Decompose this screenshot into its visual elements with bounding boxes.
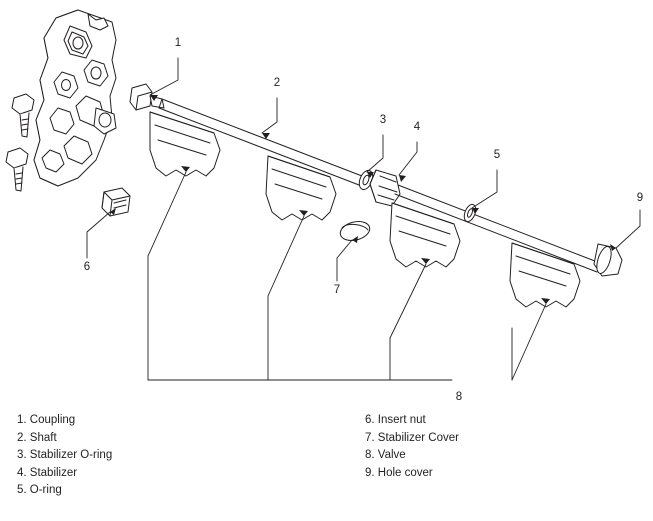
leader-lines <box>87 58 640 380</box>
bolt-lower <box>6 148 28 191</box>
valve-3 <box>390 203 460 267</box>
legend-item: 5. O-ring <box>17 484 62 496</box>
legend-column-right <box>365 412 459 482</box>
callout-numbers <box>84 37 643 403</box>
legend-item: 3. Stabilizer O-ring <box>17 449 113 461</box>
legend-item: 8. Valve <box>365 449 406 461</box>
stabilizer <box>370 170 400 206</box>
callout-4: 4 <box>413 121 421 133</box>
valve-1 <box>150 112 220 176</box>
valve-4 <box>510 243 580 307</box>
callout-7: 7 <box>333 284 341 296</box>
callout-5: 5 <box>493 149 501 161</box>
legend-item: 6. Insert nut <box>365 414 426 426</box>
callout-9: 9 <box>636 192 644 204</box>
legend-item: 9. Hole cover <box>365 466 433 479</box>
legend <box>0 412 653 507</box>
coupling <box>130 84 164 110</box>
callout-2: 2 <box>273 77 281 89</box>
callout-8: 8 <box>455 391 463 403</box>
legend-item: 7. Stabilizer Cover <box>365 431 459 444</box>
insert-nut <box>102 188 130 216</box>
legend-item: 2. Shaft <box>17 431 57 444</box>
legend-item: 1. Coupling <box>17 414 76 426</box>
callout-6: 6 <box>83 261 91 273</box>
bolt-upper <box>12 94 34 137</box>
legend-item: 4. Stabilizer <box>17 466 78 479</box>
legend-column-left <box>17 412 112 500</box>
callout-1: 1 <box>174 37 182 49</box>
callout-3: 3 <box>379 114 387 126</box>
housing-bracket <box>34 10 116 186</box>
hole-cover <box>594 244 622 276</box>
